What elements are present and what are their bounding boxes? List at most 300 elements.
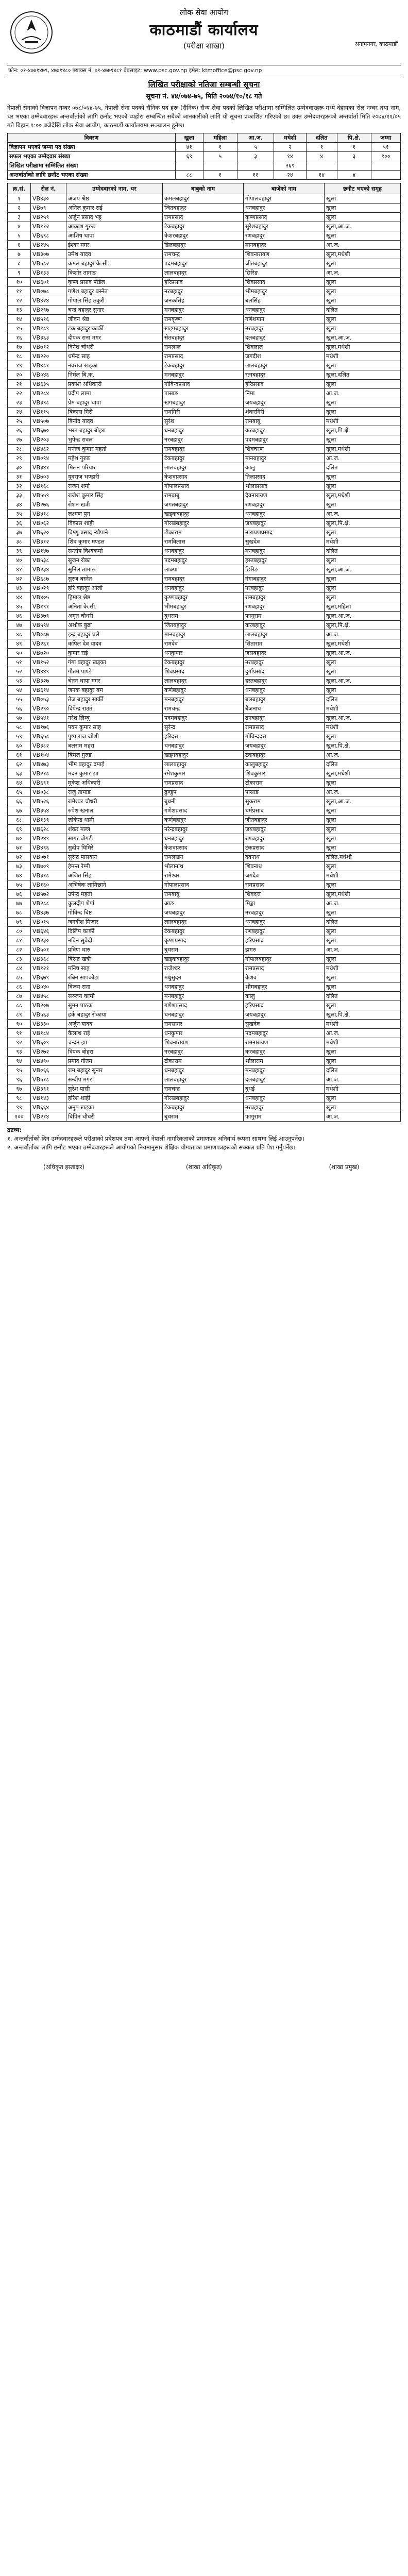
roll-number-cell: VB२६१ [31,639,66,649]
father-name-cell: लालबहादुर [163,463,244,472]
roll-number-cell: VB२९० [31,704,66,714]
summary-cell [203,161,237,171]
grandfather-name-cell: दलबहादुर [244,333,325,343]
grandfather-name-cell: जीतबहादुर [244,816,325,825]
group-cell: खुला [325,982,401,992]
roll-number-cell: VB०५३ [31,695,66,704]
grandfather-name-cell: रणबहादुर [244,231,325,241]
candidate-name-cell: दिपक बोहरा [66,1047,163,1057]
candidate-name-cell: अजित सिंह [66,871,163,880]
roll-number-cell: VB२८८ [31,899,66,908]
father-name-cell: पदमबहादुर [163,259,244,268]
roll-number-cell: VB७१२ [31,343,66,352]
candidate-name-cell: प्रमोद गौतम [66,1057,163,1066]
letterhead [7,7,401,65]
candidate-name-cell: चन्द्र बहादुर सुनार [66,306,163,315]
father-name-cell: रामविलास [163,537,244,547]
group-cell: खुला [325,936,401,945]
table-row [8,593,401,602]
group-cell: मधेशी [325,1084,401,1094]
father-name-cell: लालबहादुर [163,1075,244,1084]
grandfather-name-cell: हरिप्रसाद [244,380,325,389]
roll-number-cell: VB१२१ [31,964,66,973]
candidate-name-cell: गोपाल सिंह ठकुरी [66,296,163,306]
roll-number-cell: VB६०१ [31,278,66,287]
group-cell: खुला [325,231,401,241]
roll-number-cell: VB५८२ [31,259,66,268]
grandfather-name-cell: देवनाथ [244,853,325,862]
candidate-name-cell: विकास शाही [66,519,163,528]
group-cell: दलित [325,760,401,769]
serial-cell: ९८ [8,1094,31,1103]
table-row [8,778,401,788]
candidate-name-cell: गणेश बहादुर बस्नेत [66,287,163,296]
table-row [8,500,401,510]
candidate-name-cell: दीपक राना मगर [66,333,163,343]
group-cell: खुला,मधेशी [325,769,401,778]
group-cell: खुला [325,472,401,482]
group-cell: मधेशी [325,1038,401,1047]
candidate-name-cell: सुरज बस्नेत [66,574,163,584]
grandfather-name-cell: गोपालबहादुर [244,194,325,204]
grandfather-name-cell: लालबहादुर [244,361,325,370]
roll-number-cell: VB०२९ [31,584,66,593]
candidate-name-cell: आशिष थापा [66,231,163,241]
grandfather-name-cell: शिवनारायण [244,250,325,259]
father-name-cell: रामबाबु [163,890,244,899]
candidate-name-cell: ईश्वर मगर [66,241,163,250]
grandfather-name-cell: कालुबहादुर [244,760,325,769]
office-name: काठमाडौं कार्यालय [149,21,259,39]
father-name-cell: धनबहादुर [163,741,244,751]
grandfather-name-cell: धनबहादुर [244,1094,325,1103]
table-row [8,315,401,324]
father-name-cell: धनकुमार [163,649,244,658]
serial-cell: ५७ [8,714,31,723]
table-row [8,816,401,825]
serial-cell: ३२ [8,482,31,491]
father-name-cell: बुधराम [163,1112,244,1122]
serial-cell: २८ [8,445,31,454]
candidate-name-cell: शिव कुमार मण्डल [66,537,163,547]
father-name-cell: टीकाराम [163,528,244,537]
summary-cell: १ [203,143,237,152]
results-header-row [8,183,401,194]
candidate-name-cell: बिकास गिरी [66,408,163,417]
father-name-cell: मनबहादुर [163,306,244,315]
serial-cell: १०० [8,1112,31,1122]
table-row [8,1038,401,1047]
father-name-cell: टेकबहादुर [163,658,244,667]
roll-number-cell: VB३६८ [31,955,66,964]
roll-number-cell: VB०६६ [31,1066,66,1075]
father-name-cell: रामप्रसाद [163,213,244,222]
serial-cell: ४९ [8,639,31,649]
candidate-name-cell: लोकेन्द्र धामी [66,816,163,825]
candidate-name-cell: आकाश गुरुङ [66,222,163,231]
serial-cell: ४० [8,556,31,565]
roll-number-cell: VB६४६ [31,927,66,936]
father-name-cell: लाक्पा [163,565,244,574]
serial-cell: ६५ [8,788,31,797]
candidate-name-cell: राजेश कुमार सिंह [66,491,163,500]
grandfather-name-cell: तिलप्रसाद [244,472,325,482]
serial-cell: ९१ [8,1029,31,1038]
serial-cell: २३ [8,398,31,408]
grandfather-name-cell: शिवदत्त [244,890,325,899]
group-cell: दलित,मधेशी [325,853,401,862]
group-cell: खुला,आ.ज. [325,612,401,621]
summary-cell: २४ [274,171,307,180]
candidate-name-cell: अर्जुन प्रसाद भट्ट [66,213,163,222]
grandfather-name-cell: भोलाप्रसाद [244,482,325,491]
roll-number-cell: VB६०९ [31,1038,66,1047]
table-row [8,1112,401,1122]
grandfather-name-cell: रणबहादुर [244,500,325,510]
summary-cell: ६९ [175,152,203,161]
serial-cell: ११ [8,287,31,296]
group-cell: आ.ज. [325,268,401,278]
serial-cell: २९ [8,454,31,463]
summary-cell: १४ [274,152,307,161]
serial-cell: ६४ [8,778,31,788]
group-cell: खुला [325,1094,401,1103]
table-row [8,853,401,862]
table-row [8,973,401,982]
group-cell: खुला,दलित [325,370,401,380]
roll-number-cell: VB६९१ [31,778,66,788]
roll-number-cell: VB१६८ [31,482,66,491]
grandfather-name-cell: फागुराम [244,1112,325,1122]
group-cell: दलित [325,463,401,472]
candidate-name-cell: सन्दीप मगर [66,1075,163,1084]
table-row [8,435,401,445]
candidate-name-cell: सुदीप घिमिरे [66,843,163,853]
grandfather-name-cell: बलसिंह [244,296,325,306]
candidate-name-cell: रोशन खत्री [66,500,163,510]
table-row [8,639,401,649]
serial-cell: ५४ [8,686,31,695]
summary-cell: ४ [337,171,371,180]
group-cell: खुला,पि.क्षे. [325,621,401,630]
group-cell: खुला [325,259,401,268]
father-name-cell: रामसागर [163,1020,244,1029]
candidate-name-cell: टंक बहादुर कार्की [66,324,163,333]
father-name-cell: रामचन्द्र [163,250,244,259]
group-cell: खुला,मधेशी [325,343,401,352]
father-name-cell: भोलानाथ [163,862,244,871]
table-row [8,667,401,676]
roll-number-cell: VB१४३ [31,1094,66,1103]
footnote-item: २. अन्तर्वार्ताका लागि छनौट भएका उम्मेदवारहरूले आयोगको नियमानुसार शैक्षिक योग्यताका प्रमाणपत्रहरूको सक्कल प्रति पेश गर्नुपर्नेछ। [7,1144,296,1151]
grandfather-name-cell: धनबहादुर [244,510,325,519]
table-row [8,612,401,621]
candidate-name-cell: प्रदीप लामा [66,389,163,398]
group-cell: दलित [325,992,401,1001]
candidate-name-cell: बलराम महरा [66,741,163,751]
roll-number-cell: VB०८७ [31,630,66,639]
roll-number-cell: VB३९१ [31,1084,66,1094]
summary-header: पि.क्षे. [337,133,371,143]
father-name-cell: धनकुमार [163,1029,244,1038]
summary-cell [371,161,400,171]
serial-cell: ४८ [8,630,31,639]
grandfather-name-cell: करबहादुर [244,426,325,435]
roll-number-cell: VB११५ [31,408,66,417]
table-row [8,537,401,547]
father-name-cell: कृष्णबहादुर [163,593,244,602]
father-name-cell: लालबहादुर [163,268,244,278]
serial-cell: ७२ [8,853,31,862]
candidate-name-cell: भरत बहादुर बोहरा [66,426,163,435]
serial-cell: १२ [8,296,31,306]
column-header-group: छनौट भएको समूह [325,183,401,194]
table-row [8,556,401,565]
summary-cell [306,161,337,171]
grandfather-name-cell: फागुराम [244,612,325,621]
serial-cell: ७ [8,250,31,259]
roll-number-cell: VB१७६ [31,723,66,732]
candidate-name-cell: विजय राना [66,982,163,992]
father-name-cell: मनबहादुर [163,695,244,704]
candidate-name-cell: नवराज खड्का [66,361,163,370]
group-cell: खुला,मधेशी [325,890,401,899]
father-name-cell: टेकबहादुर [163,927,244,936]
father-name-cell: पदमबहादुर [163,556,244,565]
grandfather-name-cell: रणबहादुर [244,834,325,843]
group-cell: खुला [325,574,401,584]
grandfather-name-cell: गणेशमान [244,315,325,324]
candidate-name-cell: मनोज कुमार महतो [66,445,163,454]
candidate-name-cell: अशोक बुढा [66,621,163,630]
serial-cell: ५ [8,231,31,241]
roll-number-cell: VB५१८ [31,1075,66,1084]
summary-header: जम्मा [371,133,400,143]
roll-number-cell: VB७९ [31,204,66,213]
father-name-cell: आङ [163,899,244,908]
roll-number-cell: VB४५८ [31,992,66,1001]
group-cell: आ.ज. [325,454,401,463]
group-cell: खुला [325,825,401,834]
table-row [8,825,401,834]
roll-number-cell: VB२४५ [31,241,66,250]
group-cell: खुला [325,880,401,890]
column-header-grandfather: बाजेको नाम [244,183,325,194]
column-header-name: उम्मेदवारको नाम, थर [66,183,163,194]
roll-number-cell: VB४७३ [31,760,66,769]
table-row [8,380,401,389]
serial-cell: २२ [8,389,31,398]
father-name-cell: रामबहादुर [163,445,244,454]
candidate-name-cell: सुरेश पासी [66,1084,163,1094]
grandfather-name-cell: नारायणप्रसाद [244,528,325,537]
roll-number-cell: VB५७२ [31,890,66,899]
father-name-cell: धनबहादुर [163,547,244,556]
father-name-cell: रामगिरी [163,408,244,417]
serial-cell: ३३ [8,491,31,500]
roll-number-cell: VB३१८ [31,871,66,880]
father-name-cell: सेतबहादुर [163,333,244,343]
serial-cell: ६९ [8,825,31,834]
candidate-name-cell: सन्तोष विश्वकर्मा [66,547,163,556]
roll-number-cell: VB५०७ [31,417,66,426]
summary-table [7,133,401,180]
serial-cell: ५५ [8,695,31,704]
candidate-name-cell: अनिल कुमार राई [66,204,163,213]
table-row [8,1103,401,1112]
serial-cell: ३५ [8,510,31,519]
serial-cell: ८३ [8,955,31,964]
father-name-cell: नरबहादुर [163,435,244,445]
grandfather-name-cell: गंगाबहादुर [244,574,325,584]
summary-cell: २ [274,143,307,152]
group-cell: आ.ज. [325,1075,401,1084]
grandfather-name-cell: भीमबहादुर [244,287,325,296]
grandfather-name-cell: रणबहादुर [244,927,325,936]
father-name-cell: धनबहादुर [163,1066,244,1075]
table-row [8,519,401,528]
grandfather-name-cell: झगरु [244,945,325,955]
father-name-cell: ढुण्डुप [163,788,244,797]
candidate-name-cell: इन्द्र बहादुर घले [66,630,163,639]
grandfather-name-cell: सुकराम [244,797,325,806]
table-row [8,472,401,482]
grandfather-name-cell: धनबहादुर [244,204,325,213]
father-name-cell: रामचन्द्र [163,704,244,714]
grandfather-name-cell: रामनारायण [244,1038,325,1047]
grandfather-name-cell: पदमबहादुर [244,1029,325,1038]
roll-number-cell: VB२३४ [31,565,66,574]
group-cell: खुला [325,816,401,825]
serial-cell: ८४ [8,964,31,973]
serial-cell: ९ [8,268,31,278]
roll-number-cell: VB६७९ [31,973,66,982]
serial-cell: ६८ [8,816,31,825]
candidate-name-cell: हेमन्त रेग्मी [66,862,163,871]
father-name-cell: रामेश्वर [163,871,244,880]
table-row [8,1010,401,1020]
group-cell: दलित [325,547,401,556]
candidate-name-cell: हिमाल श्रेष्ठ [66,593,163,602]
serial-cell: १७ [8,343,31,352]
roll-number-cell: VB२१४ [31,1112,66,1122]
group-cell: खुला,आ.ज. [325,565,401,574]
table-row [8,408,401,417]
candidate-name-cell: अनिता के.सी. [66,602,163,612]
table-row [8,992,401,1001]
father-name-cell: गोपालप्रसाद [163,482,244,491]
table-row [8,788,401,797]
group-cell: खुला [325,834,401,843]
serial-cell: ५९ [8,732,31,741]
candidate-name-cell: अनुप खड्का [66,1103,163,1112]
group-cell: खुला [325,361,401,370]
grandfather-name-cell: जगदीश [244,352,325,361]
candidate-name-cell: कुमार राई [66,649,163,658]
group-cell: खुला [325,1001,401,1010]
grandfather-name-cell: धनबहादुर [244,918,325,927]
serial-cell: ३ [8,213,31,222]
table-row [8,574,401,584]
serial-cell: ९२ [8,1038,31,1047]
branch-name: (परीक्षा शाखा) [183,41,225,50]
father-name-cell: गणेशप्रसाद [163,1001,244,1010]
serial-cell: ५२ [8,667,31,676]
table-row [8,231,401,241]
roll-number-cell: VB५३८ [31,556,66,565]
grandfather-name-cell: छिरिङ [244,268,325,278]
father-name-cell: मनबहादुर [163,370,244,380]
group-cell: खुला [325,194,401,204]
serial-cell: २५ [8,417,31,426]
notice-body: नेपाली सेनाको विज्ञापन नम्बर ०७८/०७४-७५, नेपाली सेना पदको सैनिक पद हरू (सैनिक) सैन्य सेवा पदको लिखित परीक्षामा सम्मिलित उम्मेदवारहरू मध्ये देहायका रोल नम्बर तथा नाम, थर भएका उम्मेदवारहरू अन्तर्वार्ताको लागि छनौट भएको व्यहोरा सम्बन्धित सबैको जानकारीको लागि यो सूचना प्रकाशित गरिएको छ। उक्त उम्मेदवारहरूको अन्तर्वार्ता मिति २०७४/११/०५ गते बिहान ९:०० बजेदेखि लोक सेवा आयोग, काठमाडौं कार्यालयमा सञ्चालन हुनेछ। [7,104,401,129]
commission-name: लोक सेवा आयोग [180,8,228,17]
summary-cell: ५ [237,143,274,152]
roll-number-cell: VB३१२ [31,537,66,547]
table-row [8,343,401,352]
group-cell: खुला [325,658,401,667]
serial-cell: ७७ [8,899,31,908]
father-name-cell: सुरेन्द्र [163,723,244,732]
roll-number-cell: VB७०९ [31,862,66,871]
grandfather-name-cell: रामप्रसाद [244,964,325,973]
roll-number-cell: VB२७६ [31,500,66,510]
group-cell: खुला [325,667,401,676]
group-cell: दलित [325,306,401,315]
summary-cell: ५१ [371,143,400,152]
father-name-cell: बुधराम [163,945,244,955]
roll-number-cell: VB४२४ [31,296,66,306]
roll-number-cell: VB६६४ [31,1103,66,1112]
table-row [8,741,401,751]
group-cell: खुला [325,380,401,389]
roll-number-cell: VB६२८ [31,825,66,834]
father-name-cell: शिवनारायण [163,1038,244,1047]
grandfather-name-cell: गोविन्ददत्त [244,732,325,741]
table-row [8,732,401,741]
group-cell: आ.ज. [325,630,401,639]
roll-number-cell: VB१८४ [31,1029,66,1038]
grandfather-name-cell: नरबहादुर [244,324,325,333]
group-cell: मधेशी [325,704,401,714]
table-row [8,890,401,899]
grandfather-name-cell: रत्नबहादुर [244,370,325,380]
father-name-cell: टेकबहादुर [163,361,244,370]
candidate-name-cell: जगदीश मिजार [66,918,163,927]
group-cell: आ.ज. [325,1029,401,1038]
grandfather-name-cell: कृष्णप्रसाद [244,213,325,222]
serial-cell: ३७ [8,528,31,537]
roll-number-cell: VB१८९ [31,324,66,333]
candidate-name-cell: चेतन थापा मगर [66,676,163,686]
group-cell: दलित [325,918,401,927]
table-row [8,751,401,760]
candidate-name-cell: उमेश यादव [66,250,163,259]
table-row [8,695,401,704]
father-name-cell: कर्णबहादुर [163,816,244,825]
candidate-name-cell: कृष्ण प्रसाद पौडेल [66,278,163,287]
roll-number-cell: VB२९७ [31,306,66,315]
summary-cell: १ [203,171,237,180]
group-cell: मधेशी [325,537,401,547]
father-name-cell: रमेशकुमार [163,769,244,778]
candidate-name-cell: अभिषेक लामिछाने [66,880,163,890]
office-location: अनामनगर, काठमाडौं [354,41,398,47]
serial-cell: ७९ [8,918,31,927]
serial-cell: ६३ [8,769,31,778]
table-row [8,324,401,333]
candidate-name-cell: सञ्जय कामी [66,992,163,1001]
